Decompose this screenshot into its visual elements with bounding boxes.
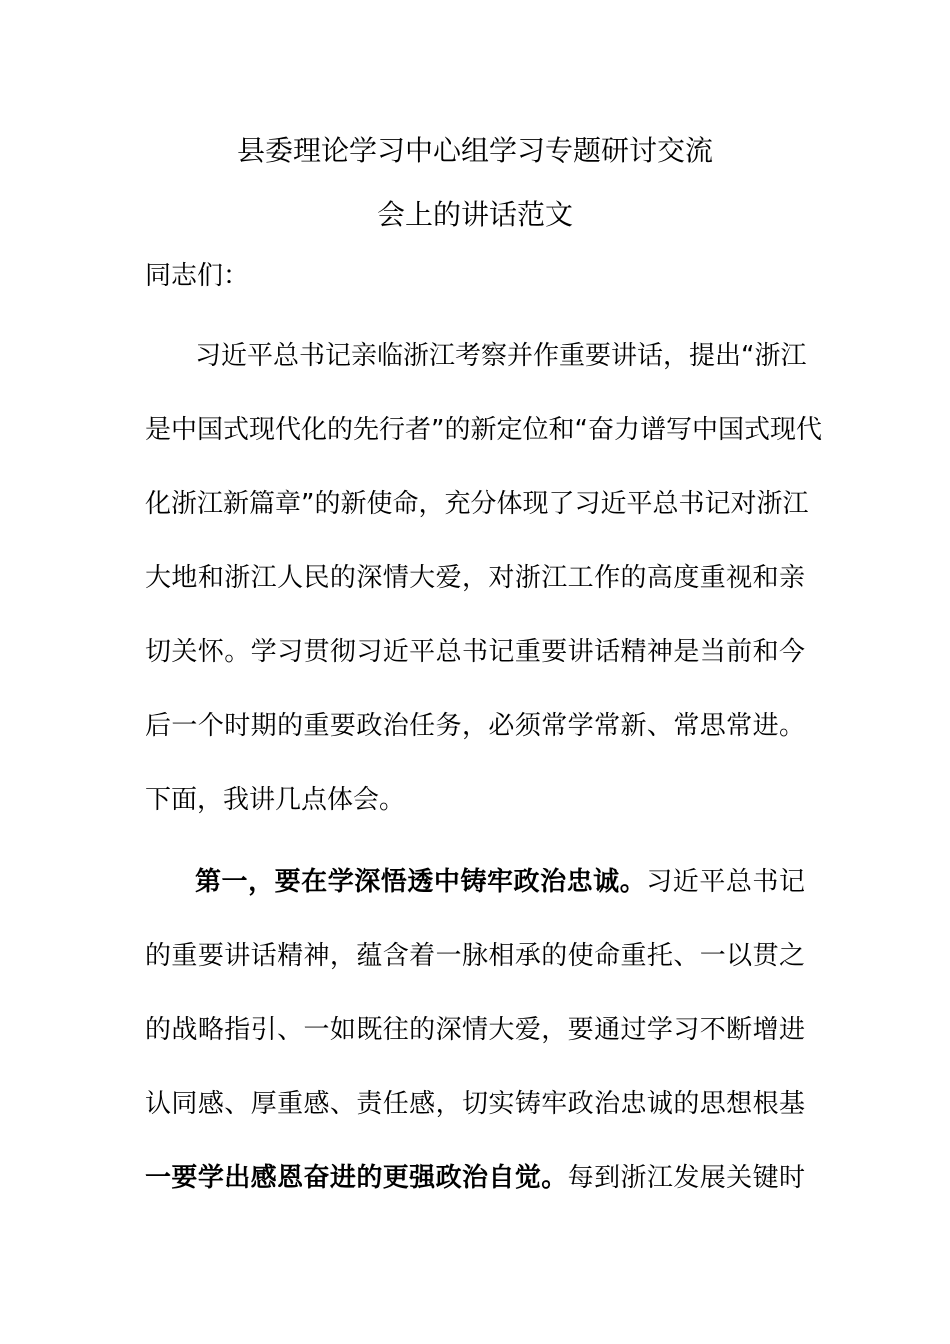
paragraph-1-line-4: 大地和浙江人民的深情大爱，对浙江工作的高度重视和亲 [145,563,805,593]
paragraph-2-line-1 [195,865,805,899]
paragraph-3-line-1-text: 每到浙江发展关键时 [567,1163,805,1193]
paragraph-1-line-5: 切关怀。学习贯彻习近平总书记重要讲话精神是当前和今 [145,637,805,667]
paragraph-1-line-7: 下面，我讲几点体会。 [145,785,406,815]
salutation: 同志们： [145,261,250,291]
paragraph-3-heading: 一要学出感恩奋进的更强政治自觉。 [145,1163,568,1193]
paragraph-1-line-2: 是中国式现代化的先行者”的新定位和“奋力谱写中国式现代 [145,415,822,445]
paragraph-1-line-3: 化浙江新篇章”的新使命，充分体现了习近平总书记对浙江 [145,489,809,519]
paragraph-2-heading: 第一，要在学深悟透中铸牢政治忠诚。 [195,867,647,897]
paragraph-2-line-2: 的重要讲话精神，蕴含着一脉相承的使命重托、一以贯之 [145,941,805,971]
paragraph-2-line-1-text: 习近平总书记 [646,867,805,897]
paragraph-3-line-1 [145,1161,805,1195]
document-title-line-1: 县委理论学习中心组学习专题研讨交流 [236,134,713,167]
paragraph-2-line-4: 认同感、厚重感、责任感，切实铸牢政治忠诚的思想根基 [145,1089,805,1119]
document-title-line-2: 会上的讲话范文 [376,198,573,231]
paragraph-1-line-1: 习近平总书记亲临浙江考察并作重要讲话，提出“浙江 [195,341,807,371]
paragraph-1-line-6: 后一个时期的重要政治任务，必须常学常新、常思常进。 [145,711,805,741]
paragraph-2-line-3: 的战略指引、一如既往的深情大爱，要通过学习不断增进 [145,1015,805,1045]
